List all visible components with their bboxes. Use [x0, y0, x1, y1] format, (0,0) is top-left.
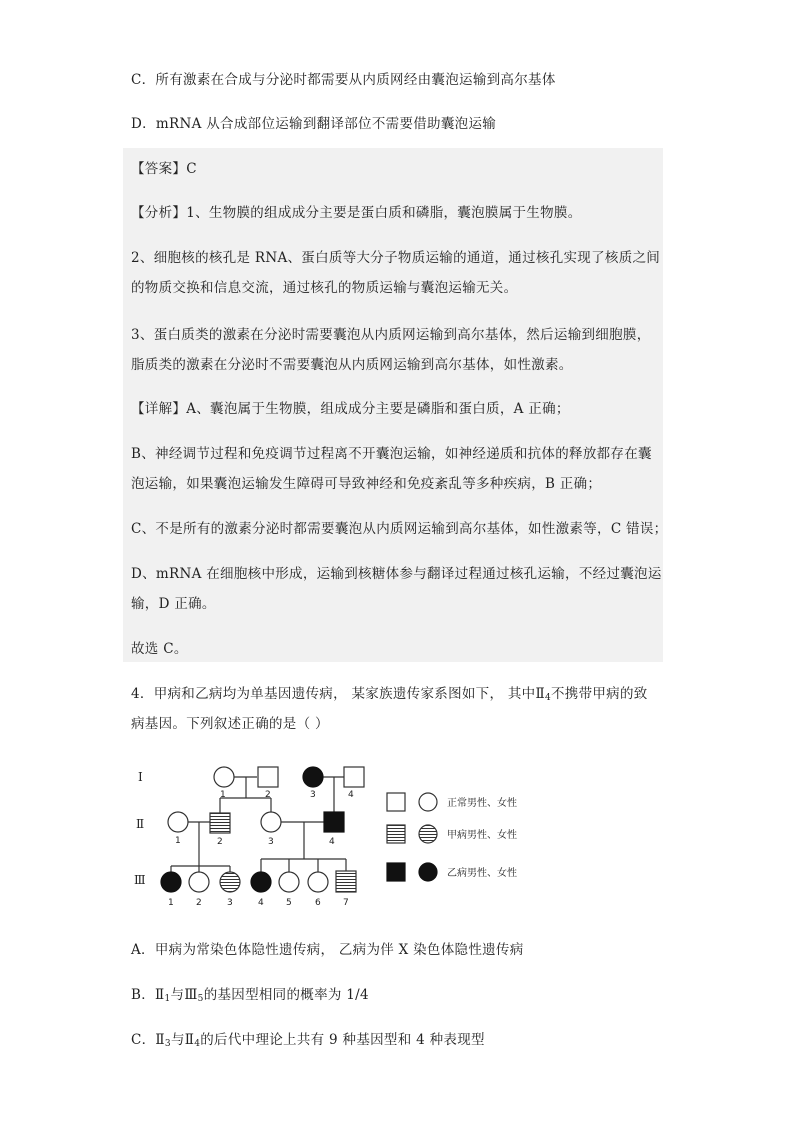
analysis-point-3b: 脂质类的激素在分泌时不需要囊泡从内质网运输到高尔基体，如性激素。 [131, 357, 573, 373]
question-4-stem-2: 病基因。下列叙述正确的是（ ） [131, 716, 329, 732]
generation-2-label: Ⅱ [136, 817, 145, 831]
gen2-number-3: 3 [268, 837, 274, 847]
question-4-option-a: A．甲病为常染色体隐性遗传病， 乙病为伴 X 染色体隐性遗传病 [131, 942, 524, 958]
generation-1-label: Ⅰ [138, 770, 143, 784]
gen3-female-4-disease-b [251, 872, 271, 892]
gen3-number-6: 6 [315, 898, 321, 908]
gen1-male-2-normal [258, 767, 278, 787]
detail-b-1: B、神经调节过程和免疫调节过程离不开囊泡运输，如神经递质和抗体的释放都存在囊 [131, 446, 652, 462]
legend-normal-male [387, 793, 405, 811]
detail-c: C、不是所有的激素分泌时都需要囊泡从内质网运输到高尔基体，如性激素等，C 错误； [131, 521, 668, 537]
gen1-female-1-normal [214, 767, 234, 787]
gen3-number-4: 4 [258, 898, 264, 908]
analysis-point-2a: 2、细胞核的核孔是 RNA、蛋白质等大分子物质运输的通道，通过核孔实现了核质之间 [131, 250, 661, 266]
gen1-number-3: 3 [310, 790, 316, 800]
gen1-number-2: 2 [265, 790, 271, 800]
gen3-number-7: 7 [343, 898, 349, 908]
gen3-male-7-disease-a [336, 871, 356, 892]
legend-disease-a-male [387, 825, 405, 843]
gen3-female-5-normal [279, 872, 299, 892]
gen1-number-1: 1 [220, 790, 226, 800]
pedigree-diagram [130, 755, 540, 915]
gen3-female-3-disease-a [220, 872, 240, 892]
gen1-female-3-disease-b [303, 767, 323, 787]
analysis-point-1: 【分析】1、生物膜的组成成分主要是蛋白质和磷脂，囊泡膜属于生物膜。 [131, 205, 582, 221]
detail-a: 【详解】A、囊泡属于生物膜，组成成分主要是磷脂和蛋白质，A 正确； [131, 401, 570, 417]
detail-b-2: 泡运输，如果囊泡运输发生障碍可导致神经和免疫紊乱等多种疾病，B 正确； [131, 476, 602, 492]
question-4-stem-1: 4．甲病和乙病均为单基因遗传病， 某家族遗传家系图如下， 其中$Ⅱ_4$不携带甲病的致 [131, 686, 648, 703]
gen3-number-3: 3 [227, 898, 233, 908]
question-4-option-b: B．$Ⅱ_1$与$Ⅲ_5$的基因型相同的概率为 1/4 [131, 987, 369, 1004]
analysis-point-3a: 3、蛋白质类的激素在分泌时需要囊泡从内质网运输到高尔基体，然后运输到细胞膜， [131, 327, 651, 343]
gen3-number-1: 1 [168, 898, 174, 908]
gen3-female-6-normal [308, 872, 328, 892]
answer-line: 【答案】C [131, 161, 197, 177]
gen2-number-4: 4 [329, 837, 335, 847]
gen1-male-4-normal [344, 767, 364, 787]
gen3-number-2: 2 [196, 898, 202, 908]
analysis-point-2b: 的物质交换和信息交流，通过核孔的物质运输与囊泡运输无关。 [131, 280, 518, 296]
gen1-number-4: 4 [348, 790, 354, 800]
gen2-male-2-disease-a [210, 813, 230, 833]
generation-3-label: Ⅲ [134, 873, 146, 887]
gen2-number-2: 2 [217, 837, 223, 847]
gen2-number-1: 1 [175, 836, 181, 846]
option-c-prev: C．所有激素在合成与分泌时都需要从内质网经由囊泡运输到高尔基体 [131, 72, 556, 88]
legend-disease-a-label: 甲病男性、女性 [447, 830, 517, 841]
legend-disease-b-male [387, 863, 405, 881]
legend-normal-female [419, 793, 437, 811]
option-d-prev: D．mRNA 从合成部位运输到翻译部位不需要借助囊泡运输 [131, 116, 497, 132]
question-4-option-c: C．$Ⅱ_3$与$Ⅱ_4$的后代中理论上共有 9 种基因型和 4 种表现型 [131, 1032, 485, 1049]
conclusion: 故选 C。 [131, 641, 188, 657]
gen2-female-1-normal [168, 812, 188, 832]
gen3-female-2-normal [189, 872, 209, 892]
gen2-male-4-disease-b [324, 812, 344, 832]
legend-disease-b-female [419, 863, 437, 881]
detail-d-1: D、mRNA 在细胞核中形成，运输到核糖体参与翻译过程通过核孔运输，不经过囊泡运 [131, 566, 662, 582]
legend-disease-a-female [419, 825, 437, 843]
legend-disease-b-label: 乙病男性、女性 [447, 868, 517, 879]
gen2-female-3-normal [261, 812, 281, 832]
legend-normal-label: 正常男性、女性 [447, 798, 517, 809]
detail-d-2: 输，D 正确。 [131, 596, 216, 612]
gen3-female-1-disease-b [161, 872, 181, 892]
gen3-number-5: 5 [286, 898, 292, 908]
